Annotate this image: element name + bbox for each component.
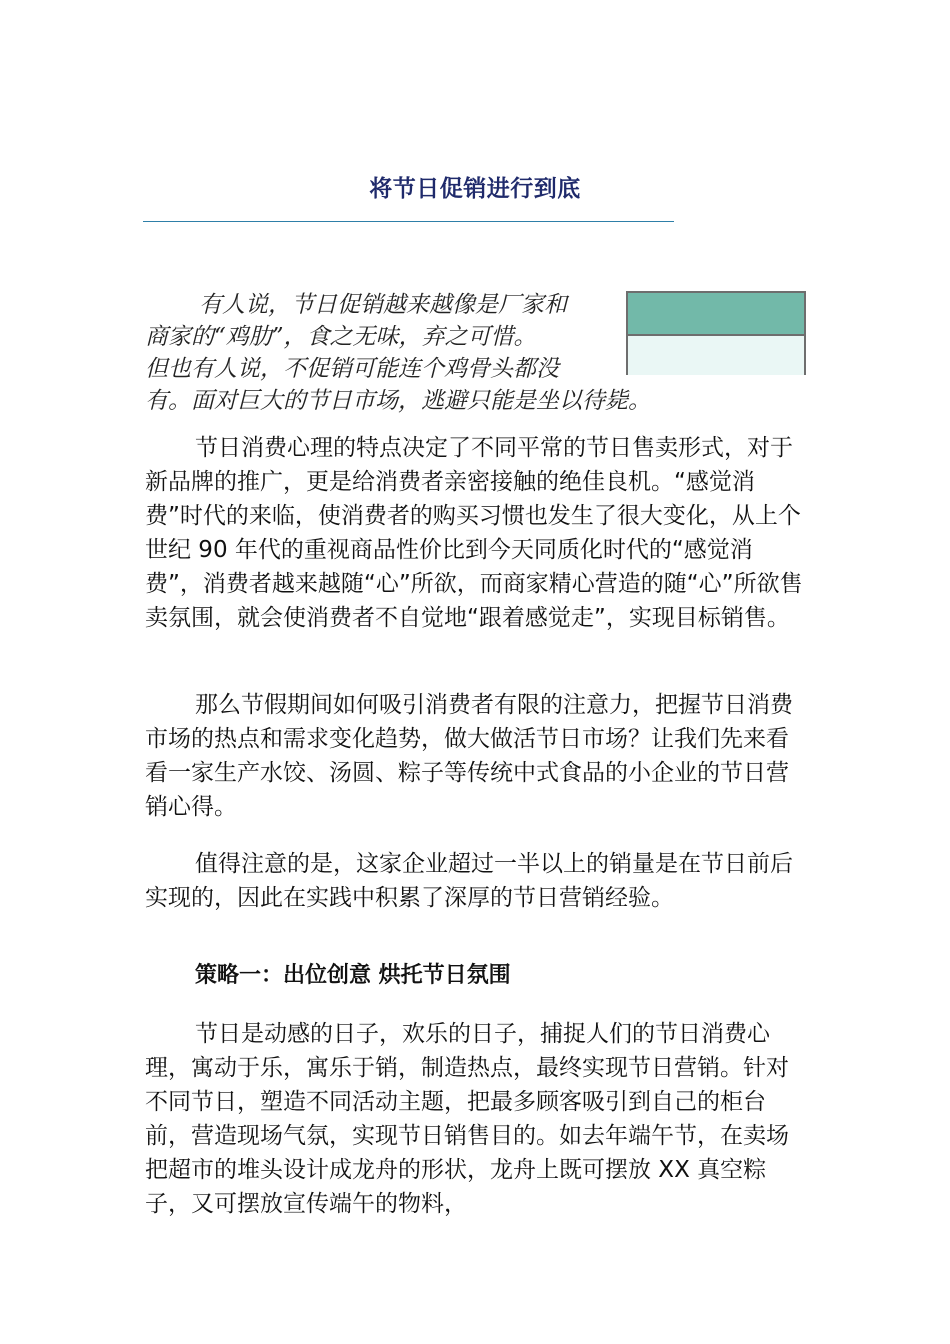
- body-paragraph-3-block: [145, 847, 807, 915]
- intro-line-1: 有人说，节日促销越来越像是厂家和: [199, 292, 567, 318]
- document-title: 将节日促销进行到底: [369, 176, 581, 202]
- section-heading: 策略一：出位创意 烘托节日氛围: [195, 963, 511, 988]
- decorative-sidebar-box: [626, 291, 806, 375]
- body-paragraph-2-block: [145, 688, 807, 824]
- body-paragraph-2: 那么节假期间如何吸引消费者有限的注意力，把握节日消费市场的热点和需求变化趋势，做大做活节日市场？让我们先来看看一家生产水饺、汤圆、粽子等传统中式食品的小企业的节日营销心得。: [145, 692, 793, 820]
- body-paragraph-3: 值得注意的是，这家企业超过一半以上的销量是在节日前后实现的，因此在实践中积累了深厚的节日营销经验。: [145, 851, 793, 911]
- section-paragraph-block: [145, 1017, 807, 1221]
- sidebar-box-body: [628, 336, 804, 375]
- intro-line-2: 商家的“鸡肋”，食之无味，弃之可惜。: [145, 324, 537, 350]
- title-underline: [143, 221, 674, 222]
- section-paragraph: 节日是动感的日子，欢乐的日子，捕捉人们的节日消费心理，寓动于乐，寓乐于销，制造热点，最终实现节日营销。针对不同节日，塑造不同活动主题，把最多顾客吸引到自己的柜台前，营造现场气氛，实现节日销售目的。如去年端午节，在卖场把超市的堆头设计成龙舟的形状，龙舟上既可摆放 XX 真空粽子，又可摆放宣传端午的物料，: [145, 1021, 789, 1217]
- intro-line-4: 有。面对巨大的节日市场，逃避只能是坐以待毙。: [145, 388, 651, 414]
- body-paragraph-1: 节日消费心理的特点决定了不同平常的节日售卖形式，对于新品牌的推广，更是给消费者亲密接触的绝佳良机。“感觉消费”时代的来临，使消费者的购买习惯也发生了很大变化，从上个世纪 90 年代的重视商品性价比到今天同质化时代的“感觉消费”，消费者越来越随“心”所欲，而商家精心营造的随“心”所欲售卖氛围，就会使消费者不自觉地“跟着感觉走”，实现目标销售。: [145, 435, 803, 631]
- sidebar-box-header: [628, 293, 804, 336]
- body-paragraph-1-block: [145, 431, 807, 635]
- intro-line-3: 但也有人说，不促销可能连个鸡骨头都没: [145, 356, 559, 382]
